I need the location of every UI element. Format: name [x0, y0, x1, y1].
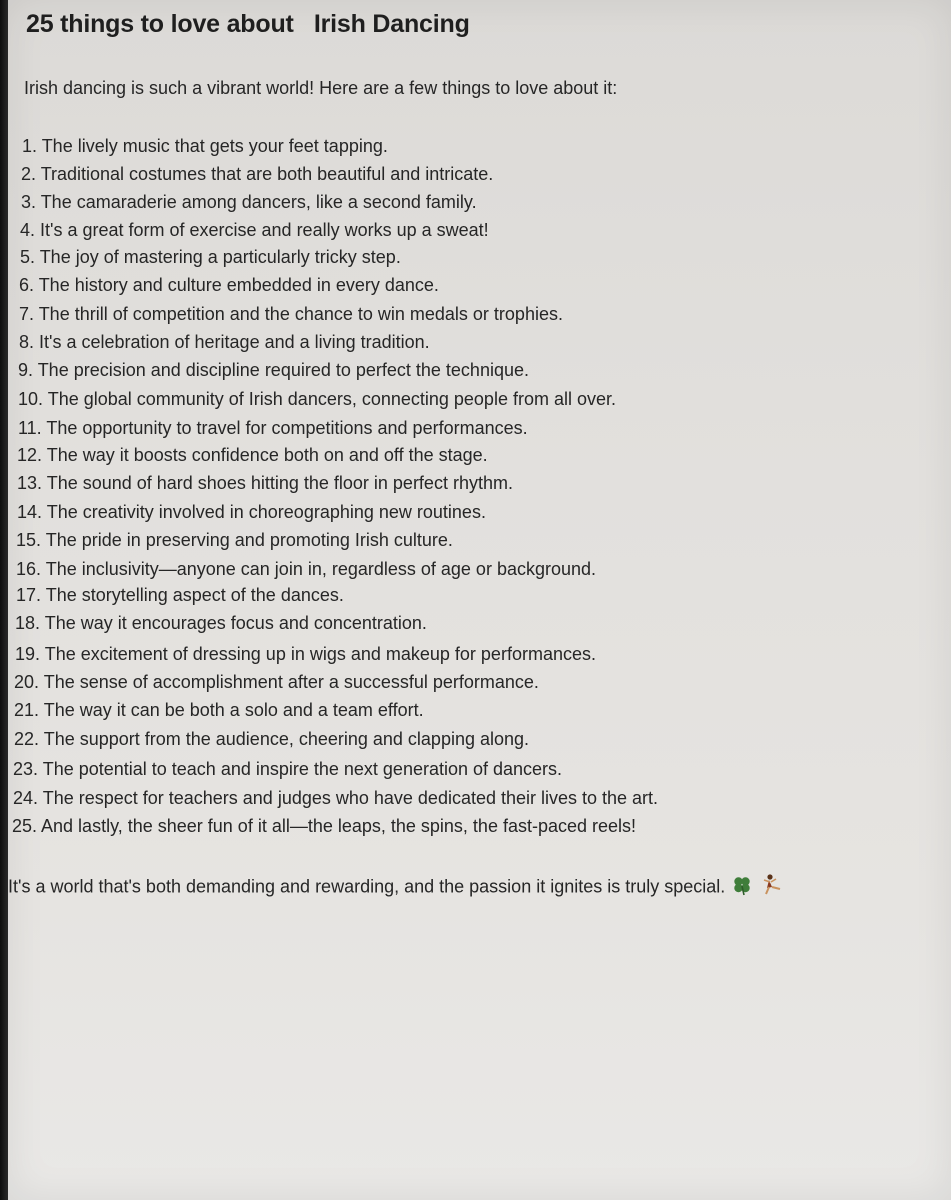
list-item: 18. The way it encourages focus and concentration. [15, 613, 427, 633]
list-item: 24. The respect for teachers and judges who have dedicated their lives to the art. [13, 788, 659, 808]
list-item: 6. The history and culture embedded in every dance. [19, 275, 439, 295]
intro-paragraph: Irish dancing is such a vibrant world! Here are a few things to love about it: [24, 78, 618, 98]
list-item: 9. The precision and discipline required to perfect the technique. [18, 360, 529, 380]
list-item: 7. The thrill of competition and the chance to win medals or trophies. [19, 304, 563, 324]
list-item: 14. The creativity involved in choreographing new routines. [17, 502, 486, 522]
paper-sheet [8, 0, 951, 1200]
four-leaf-clover-icon [731, 874, 753, 901]
list-item: 1. The lively music that gets your feet tapping. [22, 136, 388, 156]
list-item: 22. The support from the audience, cheering and clapping along. [14, 729, 530, 749]
list-item: 11. The opportunity to travel for competitions and performances. [18, 418, 528, 438]
list-item: 13. The sound of hard shoes hitting the floor in perfect rhythm. [17, 473, 513, 493]
list-item: 16. The inclusivity—anyone can join in, regardless of age or background. [16, 559, 597, 579]
list-item: 3. The camaraderie among dancers, like a second family. [21, 192, 477, 212]
list-item: 8. It's a celebration of heritage and a living tradition. [19, 332, 430, 352]
list-item: 20. The sense of accomplishment after a successful performance. [14, 672, 539, 692]
list-item: 5. The joy of mastering a particularly tricky step. [20, 247, 401, 267]
list-item: 15. The pride in preserving and promoting Irish culture. [16, 530, 453, 550]
list-item: 25. And lastly, the sheer fun of it all—the leaps, the spins, the fast-paced reels! [12, 816, 637, 836]
closing-paragraph [8, 873, 785, 902]
list-item: 4. It's a great form of exercise and really works up a sweat! [20, 220, 489, 240]
list-item: 23. The potential to teach and inspire the next generation of dancers. [13, 759, 563, 779]
table-edge [0, 0, 8, 1200]
list-item: 21. The way it can be both a solo and a team effort. [14, 700, 424, 720]
closing-text: It's a world that's both demanding and rewarding, and the passion it ignites is truly special. [8, 876, 726, 897]
dancer-icon [759, 873, 785, 902]
list-item: 17. The storytelling aspect of the dances. [16, 585, 344, 605]
list-item: 12. The way it boosts confidence both on and off the stage. [17, 445, 488, 465]
page-title: 25 things to love about Irish Dancing [26, 10, 470, 38]
list-item: 2. Traditional costumes that are both beautiful and intricate. [21, 164, 494, 184]
list-item: 19. The excitement of dressing up in wigs and makeup for performances. [15, 644, 596, 664]
list-item: 10. The global community of Irish dancers, connecting people from all over. [18, 389, 616, 409]
